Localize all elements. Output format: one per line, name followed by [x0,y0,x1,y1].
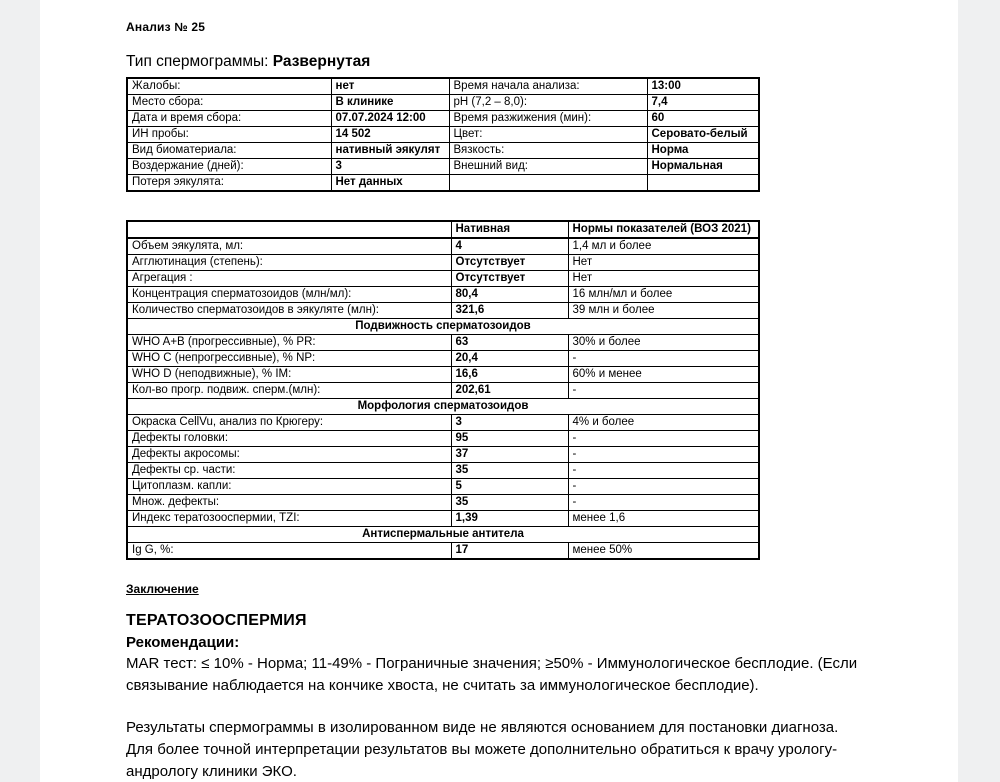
param-label: Внешний вид: [449,159,647,175]
param-value: Нет данных [331,175,449,192]
section-row [127,319,759,335]
results-header-row [127,221,759,238]
result-label: Концентрация сперматозоидов (млн/мл): [127,287,451,303]
result-label: WHO D (неподвижные), % IM: [127,367,451,383]
spermogram-type-label: Тип спермограммы: [126,53,273,70]
result-label: Объем эякулята, мл: [127,238,451,255]
results-header-native: Нативная [451,221,568,238]
param-value: Нормальная [647,159,759,175]
left-margin [0,0,40,782]
result-row [127,271,759,287]
result-label: WHO A+B (прогрессивные), % PR: [127,335,451,351]
param-label: Время разжижения (мин): [449,111,647,127]
result-label: Индекс тератозооспермии, TZI: [127,511,451,527]
result-value: 35 [451,495,568,511]
result-row [127,351,759,367]
result-norm: - [568,447,759,463]
result-value: 16,6 [451,367,568,383]
result-value: 321,6 [451,303,568,319]
result-norm: - [568,383,759,399]
result-label: Дефекты головки: [127,431,451,447]
result-norm: менее 1,6 [568,511,759,527]
result-row [127,463,759,479]
param-label: Дата и время сбора: [127,111,331,127]
info-row [127,111,759,127]
result-label: WHO C (непрогрессивные), % NP: [127,351,451,367]
result-norm: менее 50% [568,543,759,560]
right-margin [958,0,1000,782]
analysis-number: Анализ № 25 [126,20,206,34]
result-row [127,287,759,303]
result-norm: 1,4 мл и более [568,238,759,255]
info-row [127,175,759,192]
section-row [127,399,759,415]
param-value: нативный эякулят [331,143,449,159]
result-norm: Нет [568,271,759,287]
result-label: Агглютинация (степень): [127,255,451,271]
result-norm: - [568,495,759,511]
result-value: 63 [451,335,568,351]
result-value: 80,4 [451,287,568,303]
results-table [126,220,760,560]
param-value: 13:00 [647,78,759,95]
result-row [127,335,759,351]
result-row [127,415,759,431]
param-label: Время начала анализа: [449,78,647,95]
spermogram-type-value: Развернутая [272,53,371,70]
param-value: Норма [647,143,759,159]
diagnosis: ТЕРАТОЗООСПЕРМИЯ [126,612,307,629]
param-label: Цвет: [449,127,647,143]
result-norm: 4% и более [568,415,759,431]
result-row [127,511,759,527]
result-norm: 16 млн/мл и более [568,287,759,303]
result-row [127,543,759,560]
section-title: Морфология сперматозоидов [127,399,759,415]
param-value: Серовато-белый [647,127,759,143]
results-header-empty [127,221,451,238]
param-label: ИН пробы: [127,127,331,143]
result-row [127,367,759,383]
result-row [127,238,759,255]
disclaimer-text: Результаты спермограммы в изолированном виде не являются основанием для постановки диагноза. Для более точной интерпретации результатов вы можете дополнительно обратиться к врачу урологу-андрологу клиники ЭКО. [126,719,839,780]
results-header-norms: Нормы показателей (ВОЗ 2021) [568,221,759,238]
spermogram-type-line [126,53,936,71]
param-label: Место сбора: [127,95,331,111]
result-norm: - [568,463,759,479]
param-label [449,175,647,192]
param-value: 07.07.2024 12:00 [331,111,449,127]
param-value [647,175,759,192]
result-label: Ig G, %: [127,543,451,560]
section-title: Подвижность сперматозоидов [127,319,759,335]
param-label: pH (7,2 – 8,0): [449,95,647,111]
result-row [127,479,759,495]
section-title: Антиспермальные антитела [127,527,759,543]
result-norm: - [568,351,759,367]
param-label: Потеря эякулята: [127,175,331,192]
result-label: Дефекты ср. части: [127,463,451,479]
result-row [127,303,759,319]
param-label: Воздержание (дней): [127,159,331,175]
result-norm: - [568,431,759,447]
result-value: Отсутствует [451,255,568,271]
result-value: 35 [451,463,568,479]
result-norm: - [568,479,759,495]
result-value: 4 [451,238,568,255]
section-row [127,527,759,543]
result-row [127,447,759,463]
result-value: 3 [451,415,568,431]
result-label: Цитоплазм. капли: [127,479,451,495]
result-value: Отсутствует [451,271,568,287]
result-label: Кол-во прогр. подвиж. сперм.(млн): [127,383,451,399]
result-norm: 30% и более [568,335,759,351]
param-value: 60 [647,111,759,127]
result-value: 20,4 [451,351,568,367]
info-row [127,127,759,143]
conclusion-heading: Заключение [126,582,199,596]
param-value: 7,4 [647,95,759,111]
param-value: нет [331,78,449,95]
result-label: Количество сперматозоидов в эякуляте (млн): [127,303,451,319]
result-value: 5 [451,479,568,495]
param-value: 14 502 [331,127,449,143]
param-label: Вязкость: [449,143,647,159]
recommendations-label: Рекомендации: [126,634,240,651]
info-table [126,77,760,192]
result-row [127,431,759,447]
result-norm: 39 млн и более [568,303,759,319]
result-label: Агрегация : [127,271,451,287]
result-label: Дефекты акросомы: [127,447,451,463]
param-value: 3 [331,159,449,175]
param-label: Вид биоматериала: [127,143,331,159]
result-label: Окраска CellVu, анализ по Крюгеру: [127,415,451,431]
document-content [126,0,936,782]
result-value: 95 [451,431,568,447]
info-row [127,95,759,111]
result-value: 1,39 [451,511,568,527]
param-label: Жалобы: [127,78,331,95]
result-label: Множ. дефекты: [127,495,451,511]
result-value: 37 [451,447,568,463]
result-value: 17 [451,543,568,560]
info-row [127,78,759,95]
result-row [127,255,759,271]
recommendations-text: MAR тест: ≤ 10% - Норма; 11-49% - Пограничные значения; ≥50% - Иммунологическое бесплодие. (Если связывание наблюдается на кончике хвоста, не считать за иммунологическое бесплодие). [126,655,858,694]
param-value: В клинике [331,95,449,111]
result-norm: 60% и менее [568,367,759,383]
info-row [127,159,759,175]
result-value: 202,61 [451,383,568,399]
result-row [127,383,759,399]
result-norm: Нет [568,255,759,271]
info-row [127,143,759,159]
result-row [127,495,759,511]
